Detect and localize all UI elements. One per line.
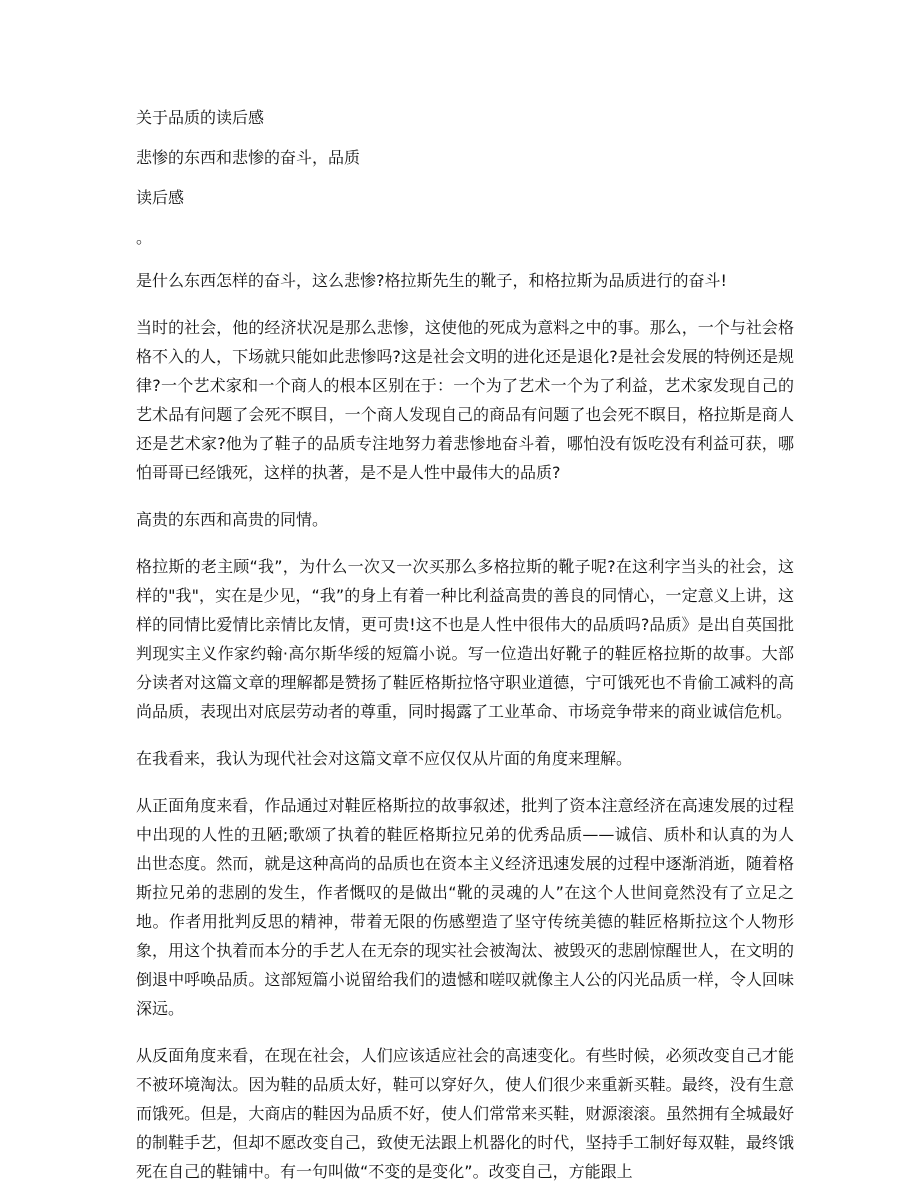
paragraph: 在我看来，我认为现代社会对这篇文章不应仅仅从片面的角度来理解。	[136, 749, 633, 768]
document-subtitle-continued: 读后感	[136, 188, 185, 207]
document-body	[136, 106, 794, 1204]
paragraph: 是什么东西怎样的奋斗，这么悲惨?格拉斯先生的靴子，和格拉斯为品质进行的奋斗!	[136, 271, 727, 290]
document-subtitle: 悲惨的东西和悲惨的奋斗，品质	[136, 148, 361, 167]
punctuation-mark: 。	[136, 228, 153, 247]
paragraph: 从正面角度来看，作品通过对鞋匠格斯拉的故事叙述，批判了资本注意经济在高速发展的过程中出现的人性的丑陋;歌颂了执着的鞋匠格斯拉兄弟的优秀品质——诚信、质朴和认真的为人出世态度。然而，就是这种高尚的品质也在资本主义经济迅速发展的过程中逐渐消逝，随着格斯拉兄弟的悲剧的发生，作者慨叹的是做出“靴的灵魂的人”在这个人世间竟然没有了立足之地。作者用批判反思的精神，带着无限的伤感塑造了坚守传统美德的鞋匠格斯拉这个人物形象，用这个执着而本分的手艺人在无奈的现实社会被淘汰、被毁灭的悲剧惊醒世人，在文明的倒退中呼唤品质。这部短篇小说留给我们的遗憾和嗟叹就像主人公的闪光品质一样，令人回味深远。	[136, 796, 794, 1018]
paragraph: 当时的社会，他的经济状况是那么悲惨，这使他的死成为意料之中的事。那么，一个与社会格格不入的人，下场就只能如此悲惨吗?这是社会文明的进化还是退化?是社会发展的特例还是规律?一个艺术家和一个商人的根本区别在于：一个为了艺术一个为了利益，艺术家发现自己的艺术品有问题了会死不瞑目，一个商人发现自己的商品有问题了也会死不瞑目，格拉斯是商人还是艺术家?他为了鞋子的品质专注地努力着悲惨地奋斗着，哪怕没有饭吃没有利益可获，哪怕哥哥已经饿死，这样的执著，是不是人性中最伟大的品质?	[136, 318, 794, 482]
paragraph: 从反面角度来看，在现在社会，人们应该适应社会的高速变化。有些时候，必须改变自己才能不被环境淘汰。因为鞋的品质太好，鞋可以穿好久，使人们很少来重新买鞋。最终，没有生意而饿死。但是，大商店的鞋因为品质不好，使人们常常来买鞋，财源滚滚。虽然拥有全城最好的制鞋手艺，但却不愿改变自己，致使无法跟上机器化的时代，坚持手工制好每双鞋，最终饿死在自己的鞋铺中。有一句叫做“不变的是变化”。改变自己，方能跟上	[136, 1046, 794, 1181]
paragraph: 高贵的东西和高贵的同情。	[136, 510, 329, 529]
paragraph: 格拉斯的老主顾“我”，为什么一次又一次买那么多格拉斯的靴子呢?在这利字当头的社会，这样的"我"，实在是少见，“我”的身上有着一种比利益高贵的善良的同情心，一定意义上讲，这样的同情比爱情比亲情比友情，更可贵!这不也是人性中很伟大的品质吗?品质》是出自英国批判现实主义作家约翰·高尔斯华绥的短篇小说。写一位造出好靴子的鞋匠格拉斯的故事。大部分读者对这篇文章的理解都是赞扬了鞋匠格斯拉恪守职业道德，宁可饿死也不肯偷工减料的高尚品质，表现出对底层劳动者的尊重，同时揭露了工业革命、市场竞争带来的商业诚信危机。	[136, 557, 794, 721]
document-title: 关于品质的读后感	[136, 108, 265, 127]
